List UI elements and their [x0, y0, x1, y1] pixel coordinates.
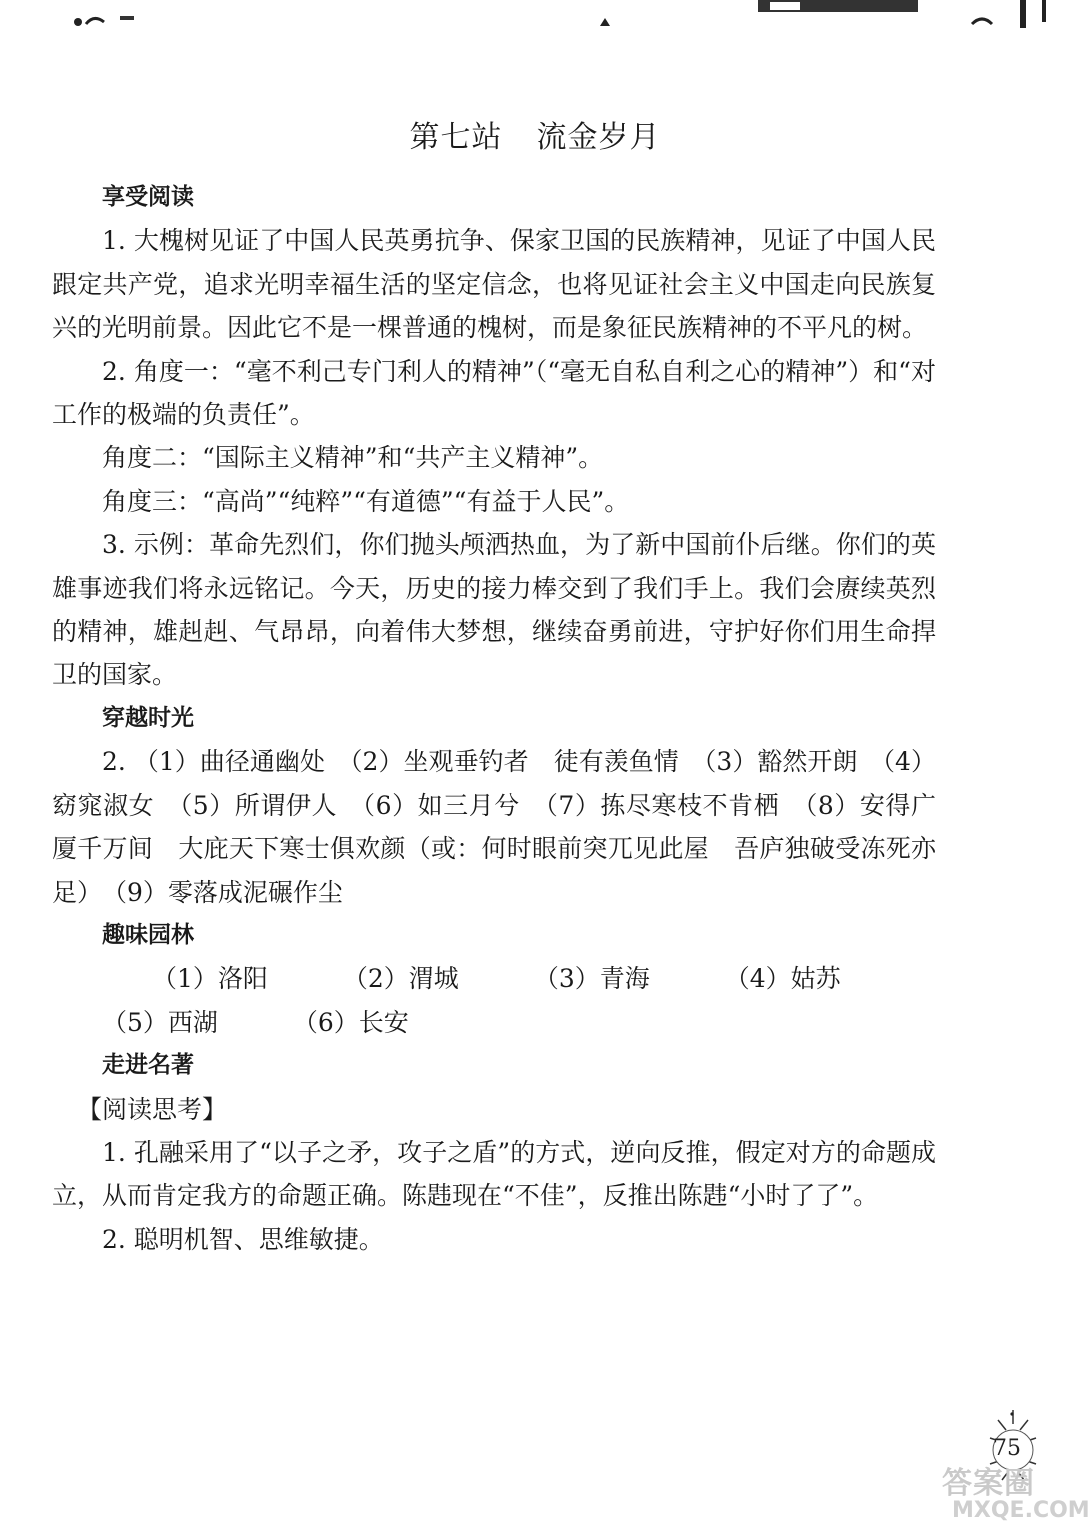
watermark-logo: 答案圈 — [942, 1466, 1035, 1501]
reading-answer-1: 1. 大槐树见证了中国人民英勇抗争、保家卫国的民族精神，见证了中国人民跟定共产党，追求光明幸福生活的坚定信念，也将见证社会主义中国走向民族复兴的光明前景。因此它不是一棵普通的槐树，而是象征民族精神的不平凡的树。 — [52, 226, 936, 343]
garden-answers — [52, 957, 936, 1044]
section-heading-classics: 走进名著 — [102, 1052, 194, 1079]
title-theme: 流金岁月 — [536, 120, 661, 155]
garden-answer: （1）洛阳 — [152, 964, 268, 994]
watermark-url: MXQE.COM — [952, 1498, 1090, 1523]
reading-answer-2c: 角度三：“高尚”“纯粹”“有道德”“有益于人民”。 — [102, 486, 630, 516]
reading-answer-2b: 角度二：“国际主义精神”和“共产主义精神”。 — [102, 443, 604, 473]
garden-answer: （3）青海 — [533, 964, 650, 994]
answer-content — [52, 176, 936, 1261]
section-heading-garden: 趣味园林 — [102, 921, 194, 948]
page-title — [0, 112, 1070, 156]
section-heading-reading: 享受阅读 — [102, 184, 194, 210]
title-station: 第七站 — [409, 120, 503, 155]
time-answer: 2. （1）曲径通幽处 （2）坐观垂钓者 徒有羡鱼情 （3）豁然开朗 （4）窈窕淑女 （5）所谓伊人 （6）如三月兮 （7）拣尽寒枝不肯栖 （8）安得广厦千万间 大庇天下寒士俱欢颜（或：何时眼前突兀见此屋 吾庐独破受冻死亦足） （9）零落成泥碾作尘 — [52, 747, 936, 907]
garden-answer: （6）长安 — [292, 1007, 409, 1037]
garden-answer: （4）姑苏 — [724, 964, 841, 994]
section-heading-time: 穿越时光 — [102, 704, 194, 731]
garden-answer: （5）西湖 — [102, 1007, 218, 1037]
reading-answer-2a: 2. 角度一：“毫不利己专门利人的精神”（“毫无自私自利之心的精神”）和“对工作的极端的负责任”。 — [52, 356, 936, 430]
page-number: 75 — [993, 1436, 1021, 1461]
top-decoration — [0, 0, 1070, 44]
classics-answer-2: 2. 聪明机智、思维敏捷。 — [102, 1224, 384, 1254]
garden-answer: （2）渭城 — [342, 964, 459, 994]
reading-answer-3: 3. 示例：革命先烈们，你们抛头颅洒热血，为了新中国前仆后继。你们的英雄事迹我们将永远铭记。今天，历史的接力棒交到了我们手上。我们会赓续英烈的精神，雄赳赳、气昂昂，向着伟大梦想，继续奋勇前进，守护好你们用生命捍卫的国家。 — [52, 530, 936, 690]
classics-answer-1: 1. 孔融采用了“以子之矛，攻子之盾”的方式，逆向反推，假定对方的命题成立，从而肯定我方的命题正确。陈韪现在“不佳”，反推出陈韪“小时了了”。 — [52, 1137, 936, 1211]
classics-subheading: 【阅读思考】 — [77, 1094, 228, 1124]
